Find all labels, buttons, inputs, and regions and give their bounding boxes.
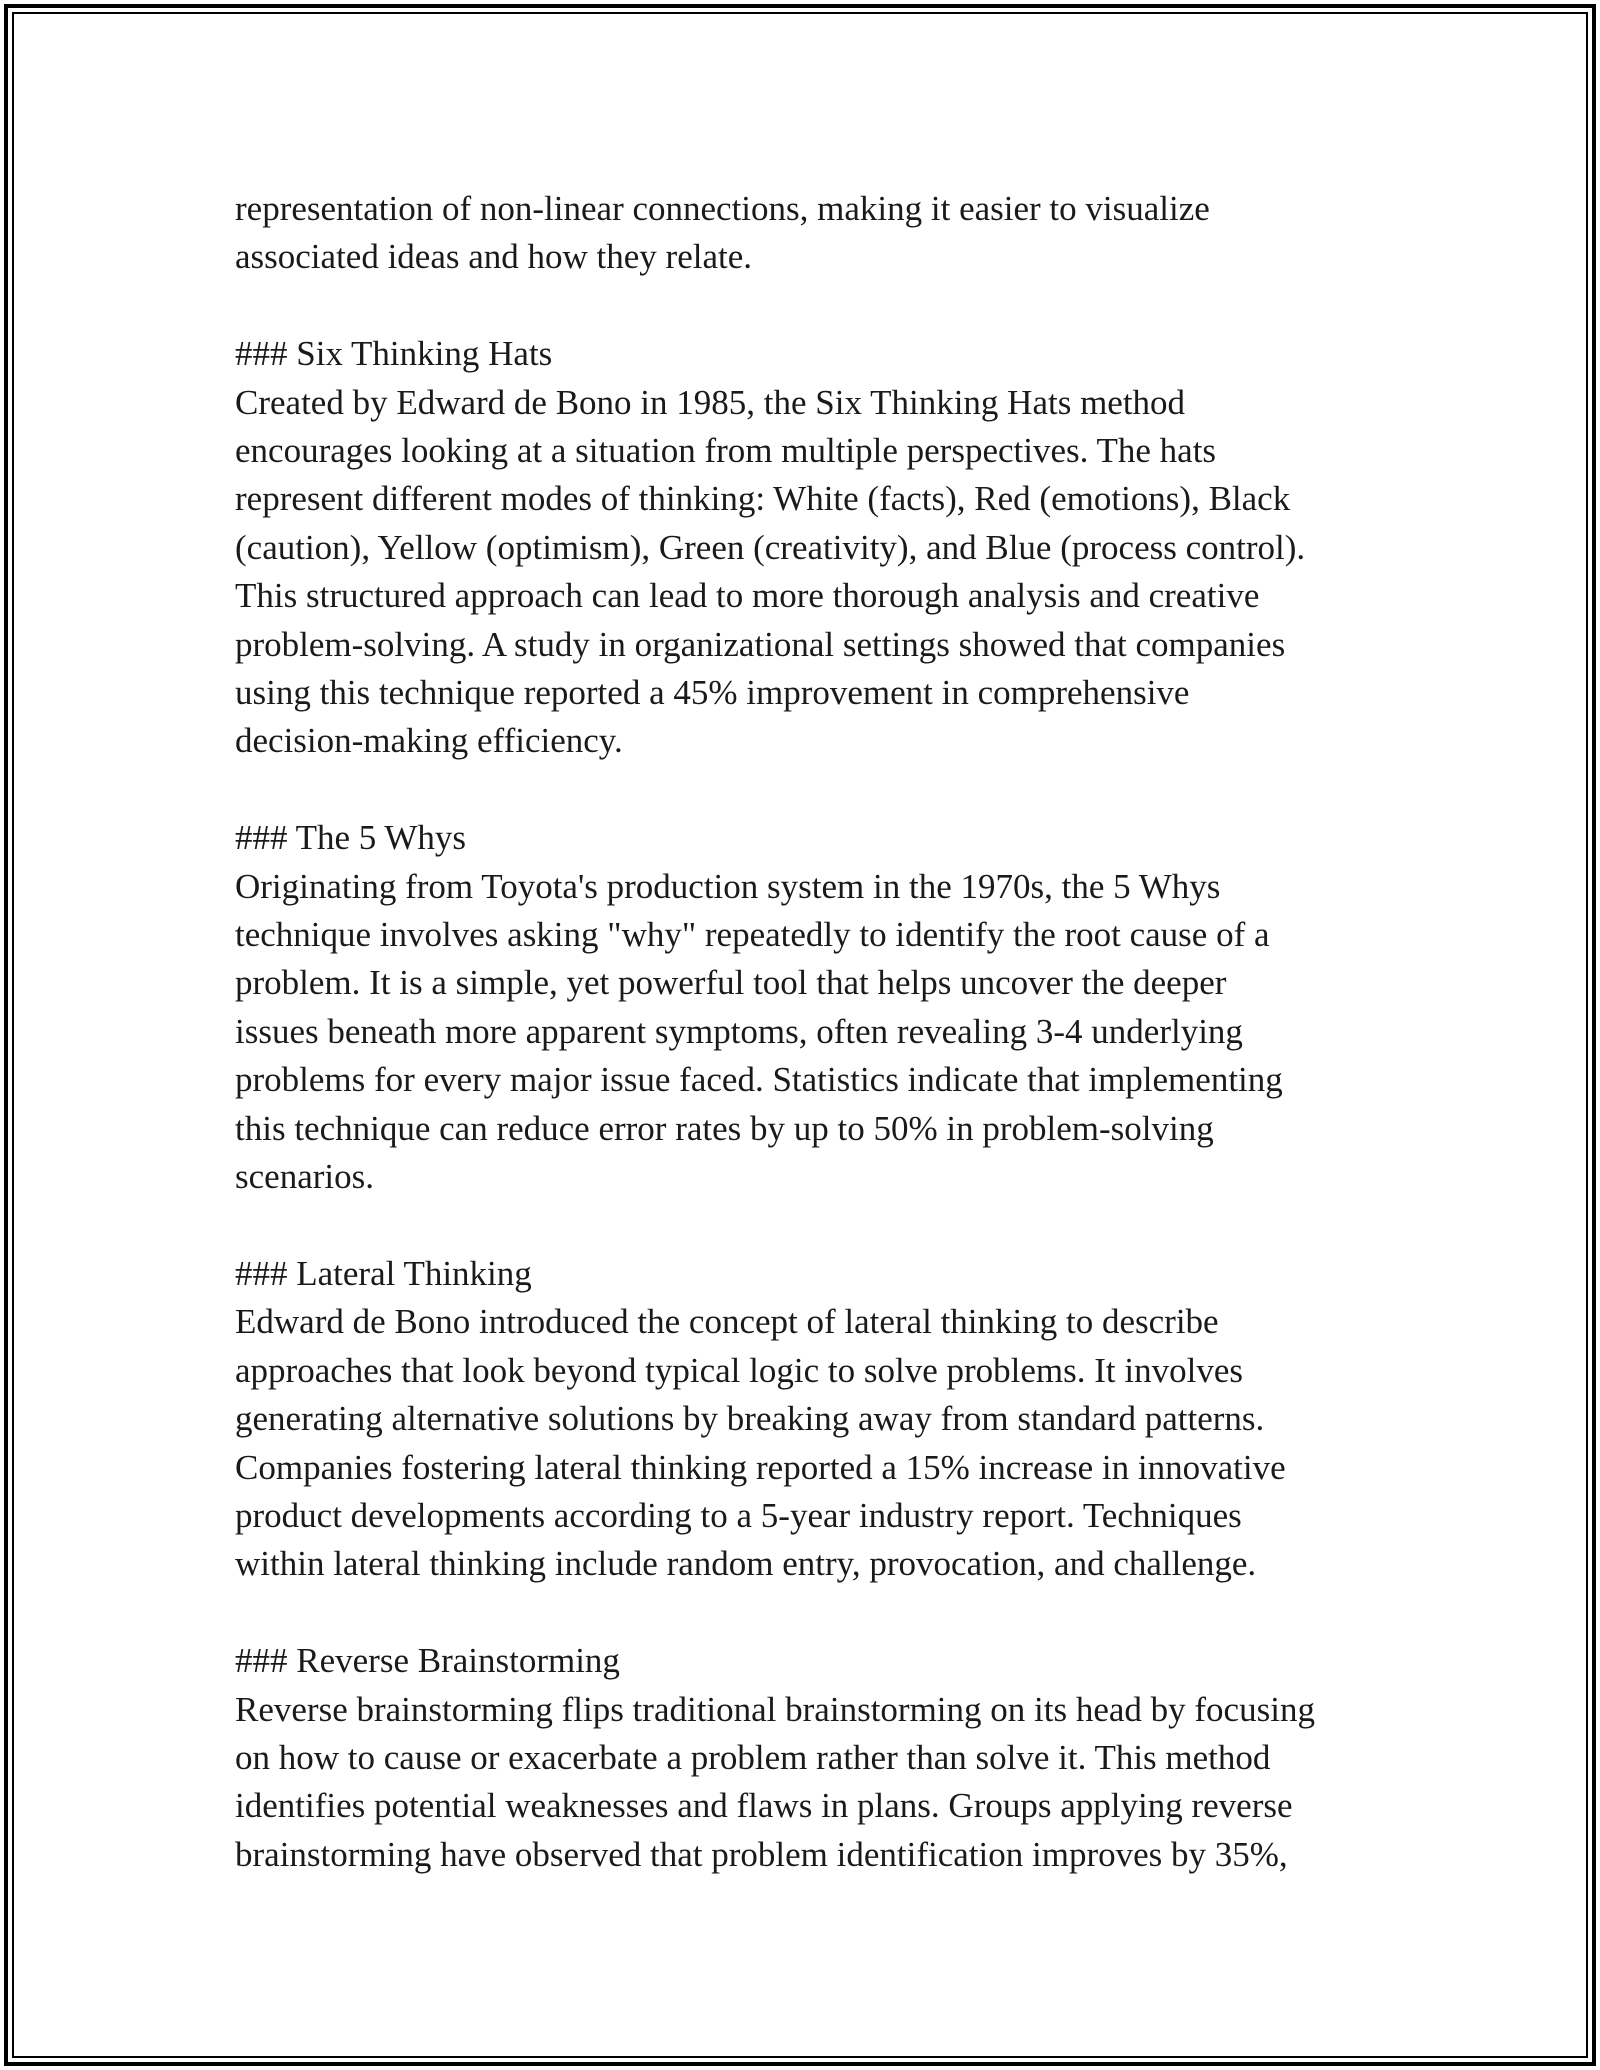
text-line: encourages looking at a situation from multiple perspectives. The hats (235, 431, 1217, 471)
text-line: Edward de Bono introduced the concept of lateral thinking to describe (235, 1302, 1219, 1342)
text-line: this technique can reduce error rates by up to 50% in problem-solving (235, 1108, 1214, 1148)
text-line: using this technique reported a 45% improvement in comprehensive (235, 673, 1190, 713)
intro-paragraph (235, 185, 1395, 282)
section-six-thinking-hats (235, 330, 1395, 766)
paragraph-gap (235, 766, 1395, 814)
text-line: generating alternative solutions by breaking away from standard patterns. (235, 1399, 1265, 1439)
section-heading: ### Six Thinking Hats (235, 334, 553, 374)
text-line: brainstorming have observed that problem identification improves by 35%, (235, 1834, 1288, 1874)
text-line: approaches that look beyond typical logic to solve problems. It involves (235, 1350, 1243, 1390)
text-line: represent different modes of thinking: White (facts), Red (emotions), Black (235, 479, 1291, 519)
text-line: This structured approach can lead to more thorough analysis and creative (235, 576, 1260, 616)
text-line: technique involves asking "why" repeatedly to identify the root cause of a (235, 915, 1270, 955)
paragraph-gap (235, 1202, 1395, 1250)
text-line: decision-making efficiency. (235, 721, 623, 761)
text-line: identifies potential weaknesses and flaws in plans. Groups applying reverse (235, 1786, 1293, 1826)
text-line: problem. It is a simple, yet powerful tool that helps uncover the deeper (235, 963, 1227, 1003)
text-line: representation of non-linear connections, making it easier to visualize (235, 189, 1210, 228)
text-line: Originating from Toyota's production system in the 1970s, the 5 Whys (235, 866, 1221, 906)
text-line: associated ideas and how they relate. (235, 237, 753, 277)
section-the-5-whys (235, 814, 1395, 1201)
document-body (235, 185, 1395, 1879)
text-line: Reverse brainstorming flips traditional brainstorming on its head by focusing (235, 1689, 1315, 1729)
paragraph-gap (235, 1589, 1395, 1637)
text-line: (caution), Yellow (optimism), Green (creativity), and Blue (process control). (235, 527, 1306, 567)
section-heading: ### Lateral Thinking (235, 1253, 532, 1293)
text-line: on how to cause or exacerbate a problem rather than solve it. This method (235, 1737, 1271, 1777)
text-line: issues beneath more apparent symptoms, often revealing 3-4 underlying (235, 1011, 1243, 1051)
text-line: problem-solving. A study in organizational settings showed that companies (235, 624, 1286, 664)
text-line: Created by Edward de Bono in 1985, the Six Thinking Hats method (235, 382, 1186, 422)
paragraph-gap (235, 282, 1395, 330)
section-lateral-thinking (235, 1250, 1395, 1589)
text-line: Companies fostering lateral thinking reported a 15% increase in innovative (235, 1447, 1286, 1487)
text-line: problems for every major issue faced. Statistics indicate that implementing (235, 1060, 1283, 1100)
text-line: scenarios. (235, 1157, 374, 1197)
section-heading: ### Reverse Brainstorming (235, 1641, 620, 1681)
text-line: within lateral thinking include random entry, provocation, and challenge. (235, 1544, 1257, 1584)
section-heading: ### The 5 Whys (235, 818, 467, 858)
section-reverse-brainstorming (235, 1637, 1395, 1879)
text-line: product developments according to a 5-year industry report. Techniques (235, 1495, 1242, 1535)
